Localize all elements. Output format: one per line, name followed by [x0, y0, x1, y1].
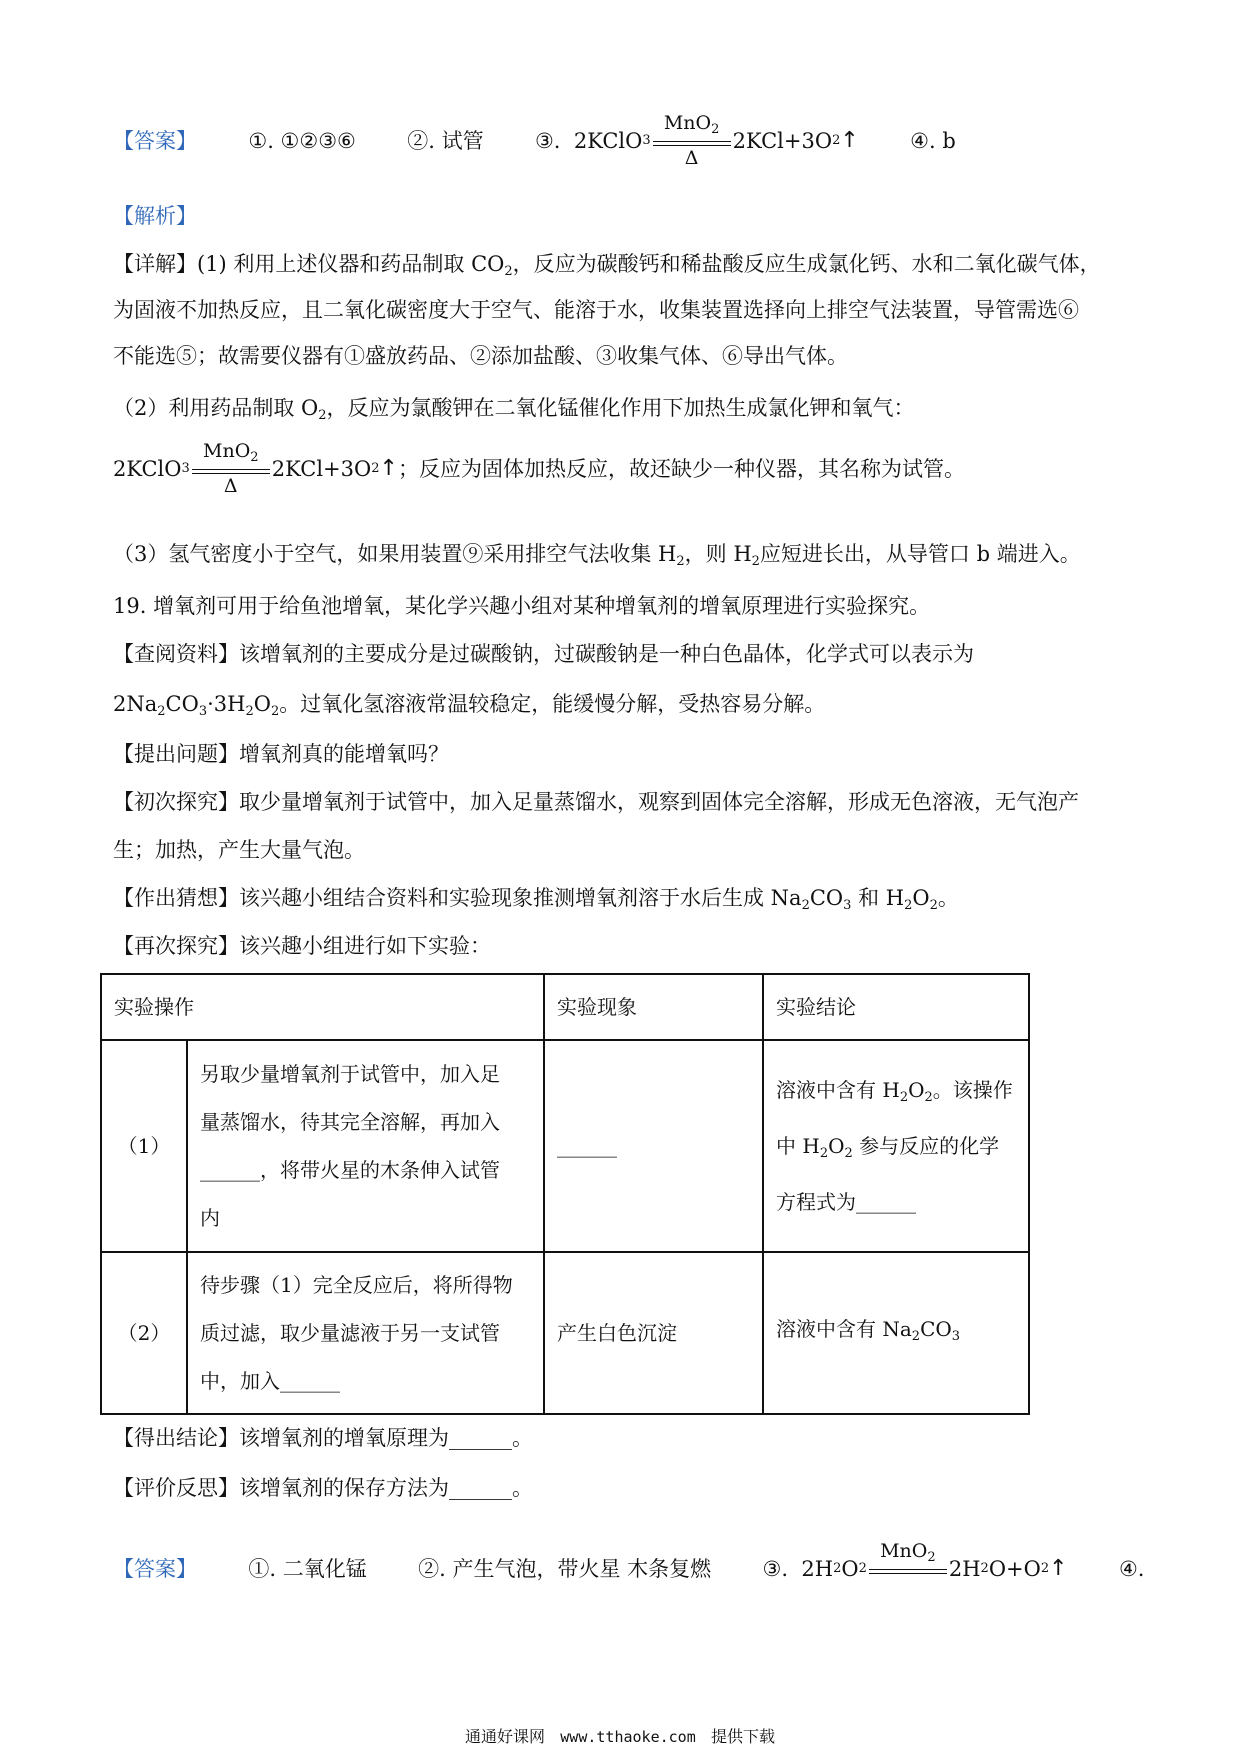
row-phenomenon: 产生白色沉淀	[544, 1252, 763, 1414]
gas-arrow-icon: ↑	[1049, 1556, 1068, 1581]
question-19-intro: 19. 增氧剂可用于给鱼池增氧，某化学兴趣小组对某种增氧剂的增氧原理进行实验探究。	[113, 594, 931, 618]
detail-p1-line2: 为固液不加热反应，且二氧化碳密度大于空气、能溶于水，收集装置选择向上排空气法装置，导管需选⑥	[113, 298, 1079, 322]
table-row	[101, 1252, 1029, 1414]
answer-item-2: ②. 产生气泡，带火星 木条复燃	[418, 1557, 712, 1581]
reaction-condition: MnO$_2$ Δ	[653, 112, 731, 170]
question-line: 【提出问题】增氧剂真的能增氧吗？	[113, 742, 449, 766]
hypothesis-line: 【作出猜想】该兴趣小组结合资料和实验现象推测增氧剂溶于水后生成 $Na_2CO_3$ 和 $H_2O_2$。	[113, 886, 959, 913]
detail-p2-equation: 2KClO 3 MnO$_2$ Δ 2KCl+3O 2 ↑ ；反应为固体加热反应，故还缺少一种仪器，其名称为试管。	[113, 440, 965, 497]
table-header-operation: 实验操作	[101, 974, 544, 1040]
first-explore-line-1: 【初次探究】取少量增氧剂于试管中，加入足量蒸馏水，观察到固体完全溶解，形成无色溶液，无气泡产	[113, 790, 1079, 814]
footer-download-text: 提供下载	[711, 1727, 776, 1746]
reaction-condition: MnO$_2$	[869, 1540, 947, 1598]
reflection-line: 【评价反思】该增氧剂的保存方法为______。	[113, 1476, 533, 1500]
answer-line-1	[113, 112, 956, 170]
conclusion-line: 【得出结论】该增氧剂的增氧原理为______。	[113, 1426, 533, 1450]
detail-p2-line1: （2）利用药品制取 $O_2$，反应为氯酸钾在二氧化锰催化作用下加热生成氯化钾和氧气：	[113, 396, 915, 423]
answer-item-4: ④. b	[910, 129, 956, 153]
answer-equation-1: ③. 2KClO 3 MnO$_2$ Δ 2KCl+3O 2 ↑	[534, 112, 859, 169]
answer-tag: 【答案】	[113, 129, 197, 153]
answer-item-2: ②. 试管	[407, 129, 484, 153]
first-explore-line-2: 生；加热，产生大量气泡。	[113, 838, 365, 862]
row-conclusion: 溶液中含有 $H_2O_2$。该操作 中 $H_2O_2$ 参与反应的化学 方程式为______	[763, 1040, 1029, 1252]
row-operation: 待步骤（1）完全反应后，将所得物 质过滤，取少量滤液于另一支试管 中，加入______	[187, 1252, 544, 1414]
experiment-table	[100, 973, 1030, 1415]
second-explore-line: 【再次探究】该兴趣小组进行如下实验：	[113, 934, 491, 958]
row-phenomenon: ______	[544, 1040, 763, 1252]
row-conclusion: 溶液中含有 $Na_2CO_3$	[763, 1252, 1029, 1414]
answer-equation-2: ③. 2H 2 O 2 MnO$_2$ 2H 2 O+O 2 ↑	[763, 1540, 1068, 1598]
footer-site-name: 通通好课网	[464, 1727, 545, 1746]
page-footer	[0, 1724, 1240, 1747]
answer-item-1: ①. 二氧化锰	[248, 1557, 367, 1581]
table-header-row	[101, 974, 1029, 1040]
detail-p1-line3: 不能选⑤；故需要仪器有①盛放药品、②添加盐酸、③收集气体、⑥导出气体。	[113, 344, 848, 368]
table-header-phenomenon: 实验现象	[544, 974, 763, 1040]
row-number: （1）	[101, 1040, 187, 1252]
row-number: （2）	[101, 1252, 187, 1414]
answer-line-2	[113, 1540, 1144, 1598]
detail-p3: （3）氢气密度小于空气，如果用装置⑨采用排空气法收集 $H_2$，则 $H_2$应短进长出，从导管口 b 端进入。	[113, 542, 1081, 569]
gas-arrow-icon: ↑	[840, 128, 859, 153]
answer-tag: 【答案】	[113, 1557, 197, 1581]
table-row	[101, 1040, 1029, 1252]
answer-item-4: ④.	[1118, 1557, 1145, 1581]
analysis-tag: 【解析】	[113, 204, 197, 228]
detail-p1-line1: 【详解】(1) 利用上述仪器和药品制取 $CO_2$，反应为碳酸钙和稀盐酸反应生成氯化钙、水和二氧化碳气体，	[113, 252, 1101, 279]
reference-line-1: 【查阅资料】该增氧剂的主要成分是过碳酸钠，过碳酸钠是一种白色晶体，化学式可以表示为	[113, 642, 974, 666]
gas-arrow-icon: ↑	[379, 456, 398, 481]
answer-item-1: ①. ①②③⑥	[248, 129, 356, 153]
reference-line-2: $2Na_2CO_3\cdot 3H_2O_2$。过氧化氢溶液常温较稳定，能缓慢分解，受热容易分解。	[113, 692, 826, 719]
reaction-condition: MnO$_2$ Δ	[192, 440, 270, 498]
row-operation: 另取少量增氧剂于试管中，加入足 量蒸馏水，待其完全溶解，再加入 ______，将带火星的木条伸入试管 内	[187, 1040, 544, 1252]
table-header-conclusion: 实验结论	[763, 974, 1029, 1040]
footer-url[interactable]: www.tthaoke.com	[560, 1728, 696, 1746]
